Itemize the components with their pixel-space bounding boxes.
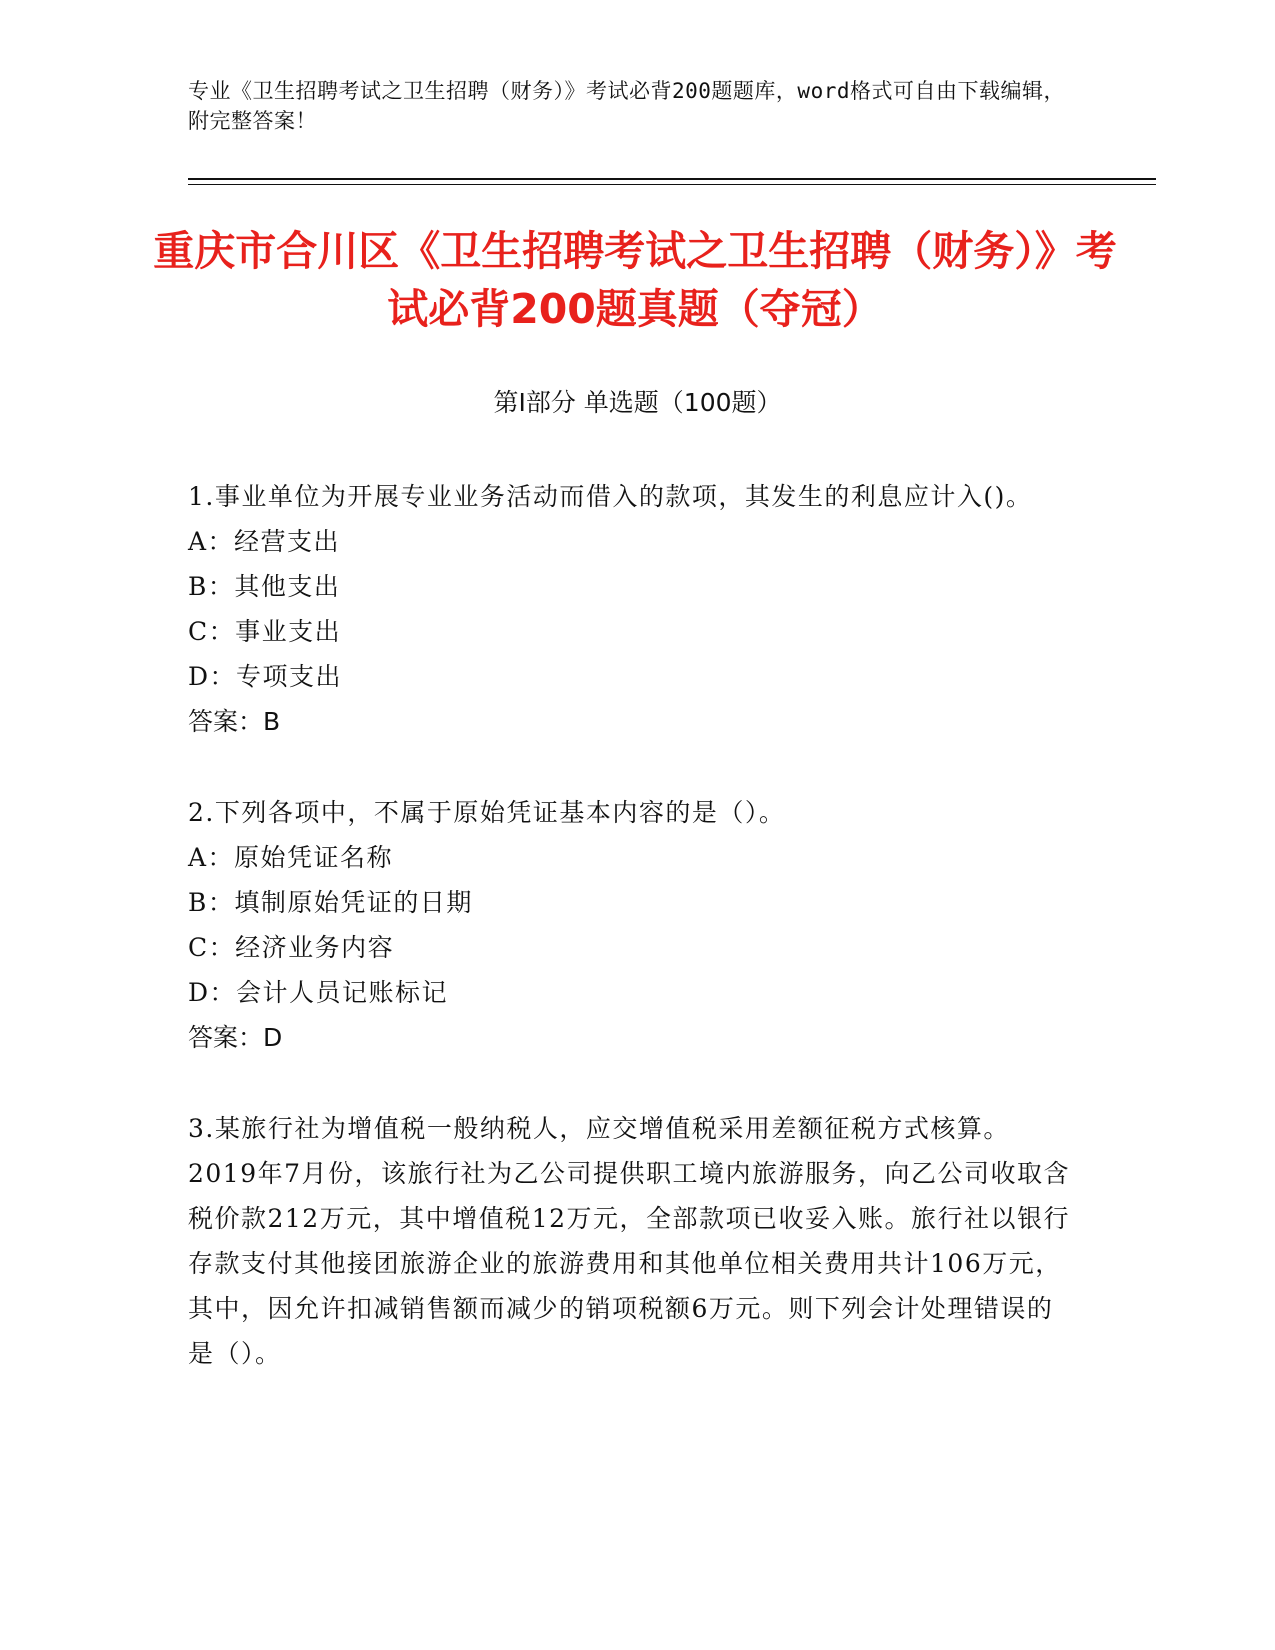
option-a: A：经营支出 bbox=[188, 527, 341, 556]
option-c: C：经济业务内容 bbox=[188, 933, 395, 962]
option-d: D：会计人员记账标记 bbox=[188, 978, 449, 1007]
question-spacer bbox=[188, 1060, 1073, 1106]
option-b: B：填制原始凭证的日期 bbox=[188, 888, 473, 917]
option-a: A：原始凭证名称 bbox=[188, 843, 394, 872]
header-rule-thick bbox=[188, 178, 1156, 180]
section-heading: 第Ⅰ部分 单选题（100题） bbox=[493, 388, 782, 417]
option-b: B：其他支出 bbox=[188, 572, 341, 601]
answer: 答案：D bbox=[188, 1023, 283, 1052]
option-d: D：专项支出 bbox=[188, 662, 343, 691]
question-1 bbox=[188, 474, 1073, 744]
header-rule-thin bbox=[188, 184, 1156, 185]
header-note: 专业《卫生招聘考试之卫生招聘（财务）》考试必背200题题库，word格式可自由下载编辑，附完整答案！ bbox=[188, 79, 1065, 133]
question-2 bbox=[188, 790, 1073, 1060]
question-list bbox=[188, 474, 1073, 1376]
question-spacer bbox=[188, 744, 1073, 790]
option-c: C：事业支出 bbox=[188, 617, 342, 646]
answer: 答案：B bbox=[188, 707, 281, 736]
question-stem: 3.某旅行社为增值税一般纳税人，应交增值税采用差额征税方式核算。2019年7月份，该旅行社为乙公司提供职工境内旅游服务，向乙公司收取含税价款212万元，其中增值税12万元，全部款项已收妥入账。旅行社以银行存款支付其他接团旅游企业的旅游费用和其他单位相关费用共计106万元，其中，因允许扣减销售额而减少的销项税额6万元。则下列会计处理错误的是（）。 bbox=[188, 1114, 1071, 1368]
question-stem: 1.事业单位为开展专业业务活动而借入的款项，其发生的利息应计入()。 bbox=[188, 482, 1033, 511]
question-stem: 2.下列各项中，不属于原始凭证基本内容的是（）。 bbox=[188, 798, 786, 827]
question-3 bbox=[188, 1106, 1073, 1376]
document-title: 重庆市合川区《卫生招聘考试之卫生招聘（财务）》考试必背200题真题（夺冠） bbox=[153, 227, 1117, 333]
